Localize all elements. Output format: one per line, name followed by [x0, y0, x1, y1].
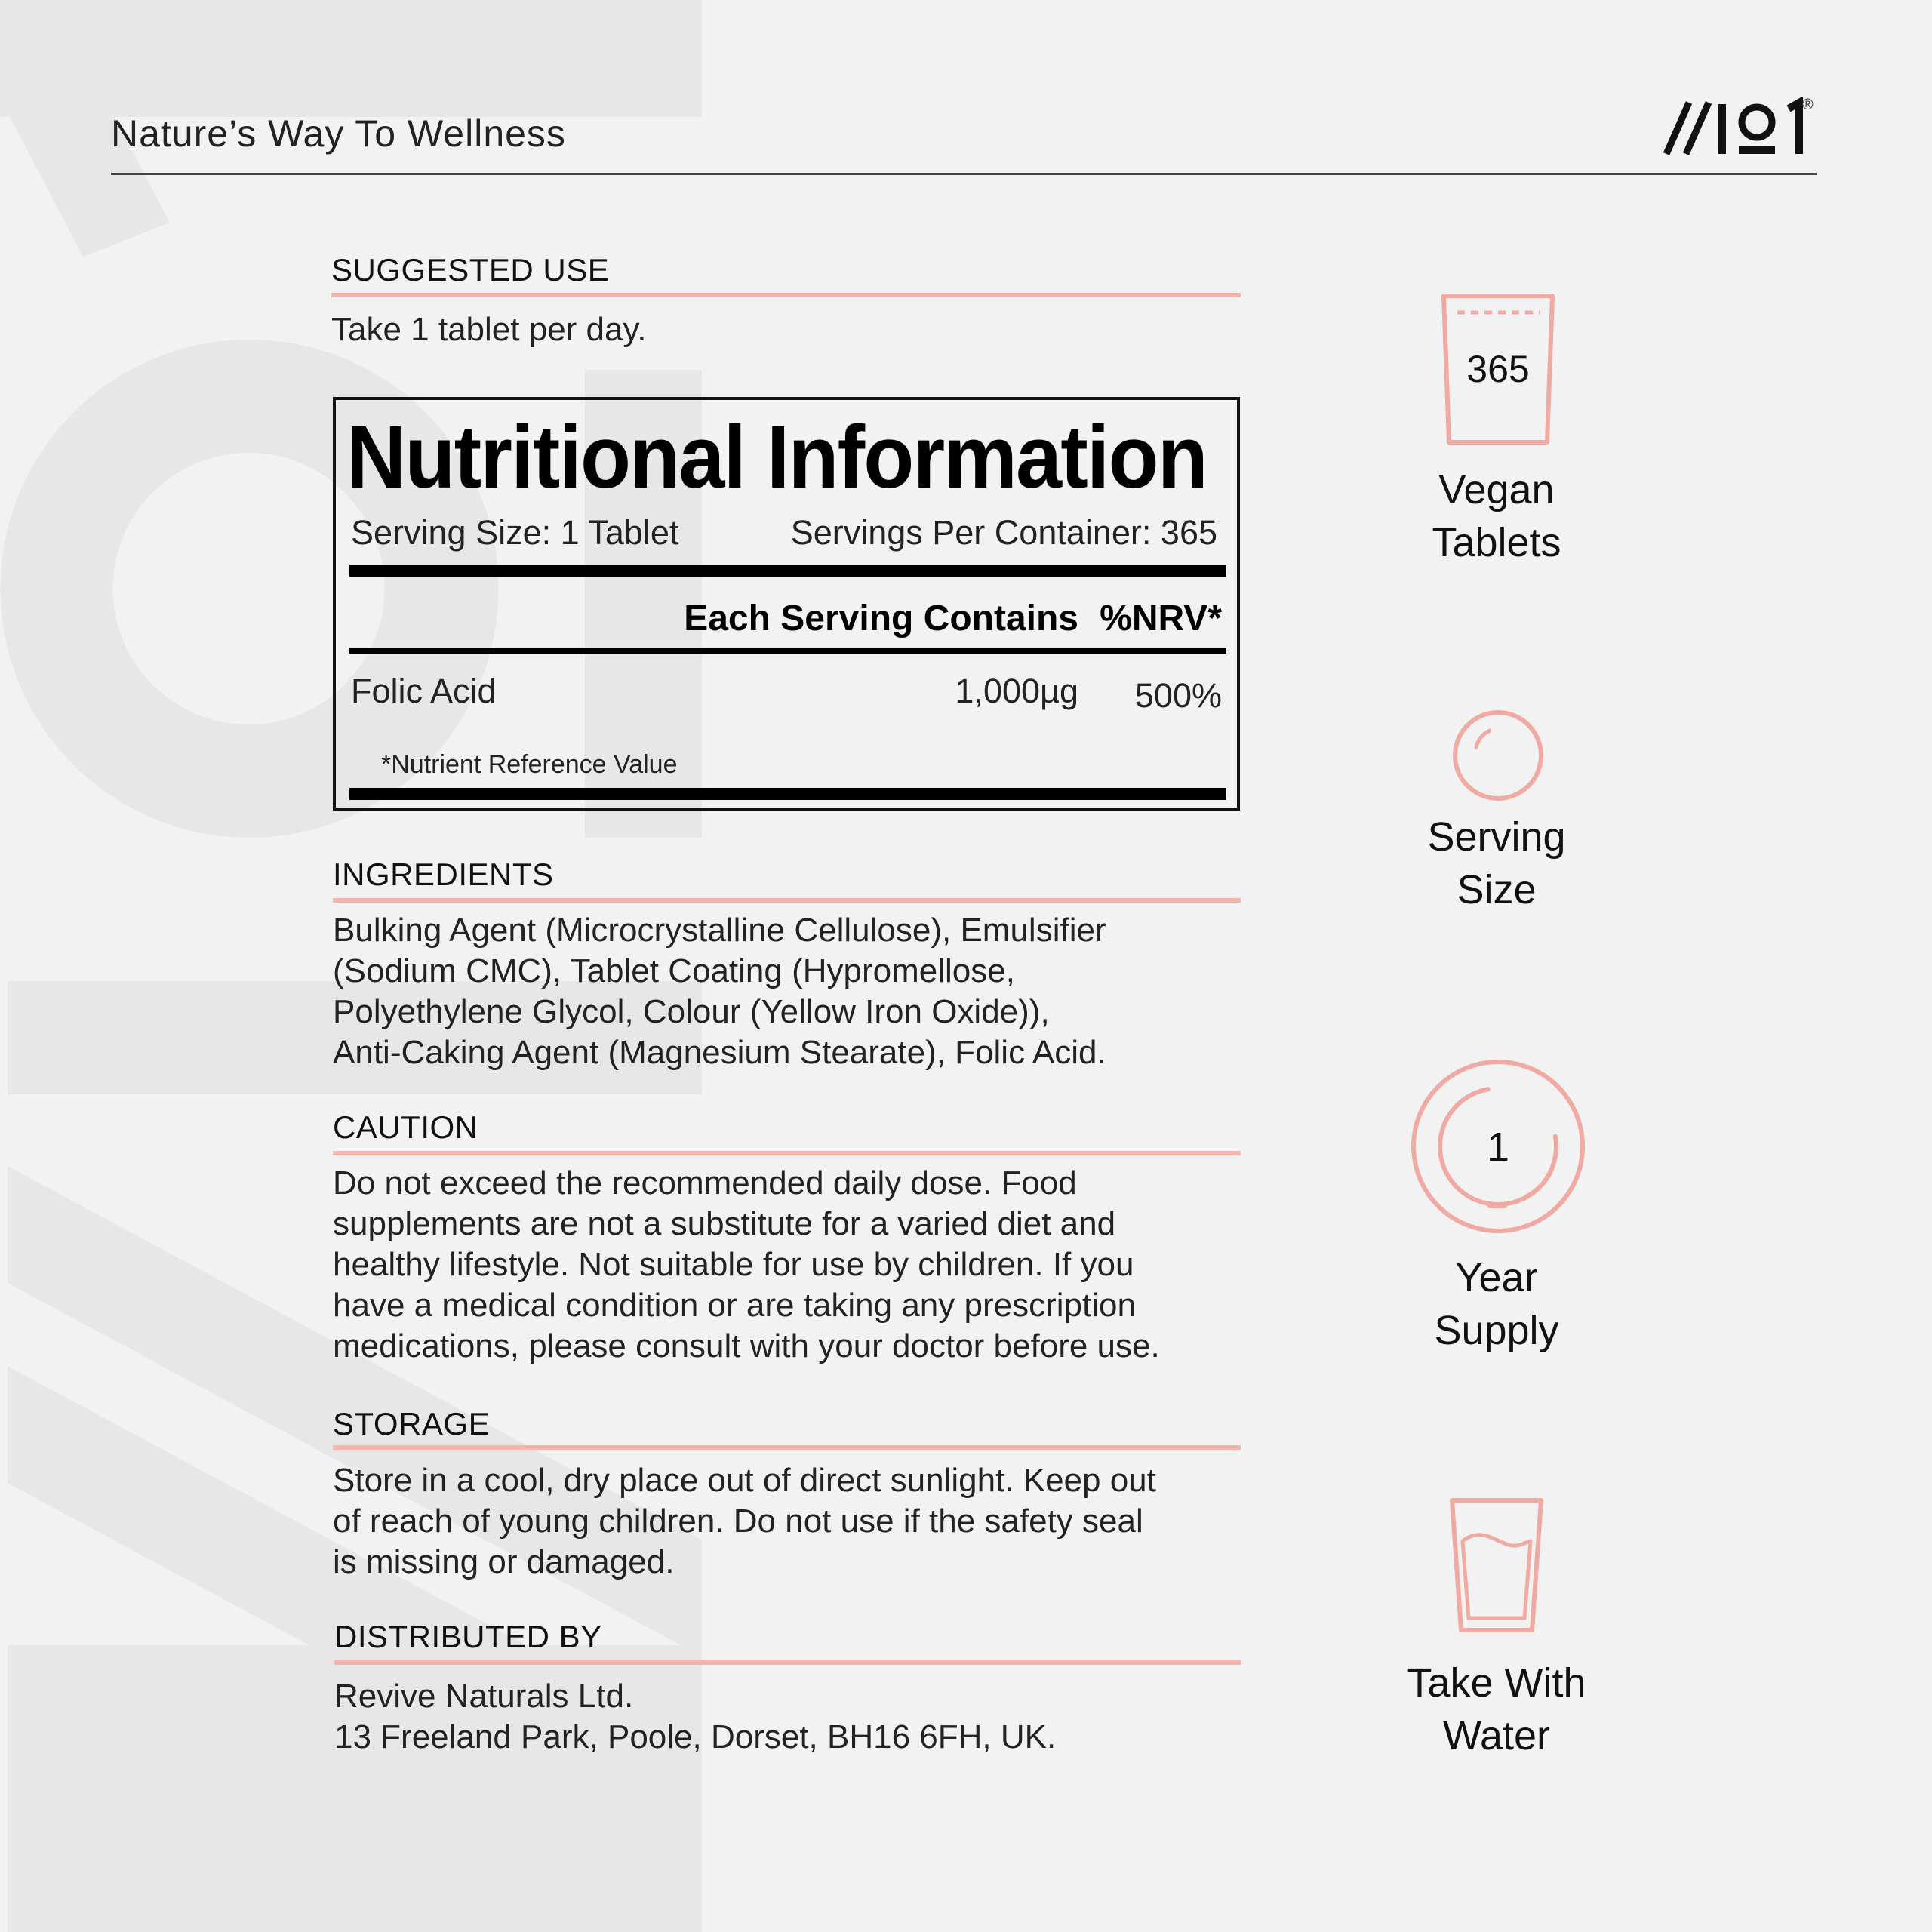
nutrient-name: Folic Acid — [351, 672, 497, 710]
ingredients-line: Polyethylene Glycol, Colour (Yellow Iron Oxide)), — [333, 993, 1050, 1030]
caution-line: supplements are not a substitute for a varied diet and — [333, 1205, 1116, 1242]
distributor-name: Revive Naturals Ltd. — [334, 1678, 634, 1715]
serving-size: Serving Size: 1 Tablet — [351, 513, 679, 552]
caution-line: have a medical condition or are taking any prescription — [333, 1287, 1136, 1324]
storage-line: Store in a cool, dry place out of direct sunlight. Keep out — [333, 1462, 1156, 1499]
tablet-icon — [1451, 708, 1546, 803]
calendar-circle-icon — [1408, 1057, 1588, 1236]
feature-label-vegan-tablets — [1346, 463, 1647, 569]
caution-rule — [333, 1151, 1241, 1155]
ingredients-line: (Sodium CMC), Tablet Coating (Hypromellose, — [333, 952, 1015, 989]
nutrition-title: Nutritional Information — [346, 408, 1207, 507]
storage-rule — [333, 1445, 1241, 1450]
distributor-address — [334, 1676, 1056, 1758]
storage-heading: STORAGE — [333, 1406, 491, 1441]
feature-label-serving-size — [1346, 811, 1647, 916]
feature-label-line: Serving — [1427, 814, 1566, 860]
ingredients-text — [333, 910, 1106, 1073]
tagline: Nature’s Way To Wellness — [111, 112, 566, 155]
storage-text — [333, 1460, 1156, 1583]
year-count-label: 1 — [1486, 1124, 1510, 1170]
header-divider — [111, 173, 1817, 175]
nutrient-amount: 1,000µg — [955, 672, 1078, 710]
ingredients-line: Bulking Agent (Microcrystalline Cellulose), Emulsifier — [333, 912, 1106, 949]
nrv-header: %NRV* — [1100, 598, 1222, 638]
distributor-street: 13 Freeland Park, Poole, Dorset, BH16 6FH, UK. — [334, 1718, 1057, 1755]
feature-label-line: Tablets — [1432, 520, 1561, 565]
feature-label-line: Supply — [1434, 1308, 1559, 1353]
caution-line: Do not exceed the recommended daily dose. Food — [333, 1164, 1077, 1201]
water-glass-icon — [1449, 1497, 1544, 1635]
caution-line: healthy lifestyle. Not suitable for use by children. If you — [333, 1246, 1134, 1283]
ingredients-line: Anti-Caking Agent (Magnesium Stearate), Folic Acid. — [333, 1034, 1106, 1071]
caution-line: medications, please consult with your doctor before use. — [333, 1327, 1160, 1364]
nrv-footnote: *Nutrient Reference Value — [381, 750, 678, 779]
feature-label-year-supply — [1346, 1251, 1647, 1357]
caution-text — [333, 1163, 1160, 1367]
ingredients-heading: INGREDIENTS — [333, 857, 554, 892]
nutrition-bottom-bar — [349, 788, 1226, 800]
suggested-use-heading: SUGGESTED USE — [331, 252, 610, 288]
storage-line: of reach of young children. Do not use if the safety seal — [333, 1503, 1143, 1540]
feature-label-take-with-water — [1346, 1657, 1647, 1762]
brand-logo — [1660, 97, 1819, 157]
feature-label-line: Year — [1455, 1255, 1538, 1300]
suggested-use-rule — [331, 293, 1241, 297]
nutrition-panel — [333, 397, 1240, 811]
pouch-icon — [1438, 291, 1558, 447]
suggested-use-text: Take 1 tablet per day. — [331, 311, 647, 348]
ingredients-rule — [333, 898, 1241, 903]
caution-heading: CAUTION — [333, 1109, 478, 1145]
feature-label-line: Water — [1442, 1713, 1550, 1758]
feature-label-line: Vegan — [1438, 467, 1555, 512]
nutrition-thick-bar — [349, 565, 1226, 577]
distributed-by-rule — [334, 1660, 1241, 1665]
servings-per-container: Servings Per Container: 365 — [790, 513, 1217, 552]
each-serving-header: Each Serving Contains — [684, 598, 1078, 638]
pouch-count-label: 365 — [1466, 348, 1530, 390]
feature-label-line: Size — [1457, 867, 1537, 912]
registered-mark: ® — [1802, 97, 1814, 113]
distributed-by-heading: DISTRIBUTED BY — [334, 1619, 602, 1654]
nutrition-header-bar — [349, 648, 1226, 654]
nutrient-nrv: 500% — [1134, 676, 1222, 715]
storage-line: is missing or damaged. — [333, 1543, 675, 1580]
feature-label-line: Take With — [1407, 1660, 1586, 1706]
